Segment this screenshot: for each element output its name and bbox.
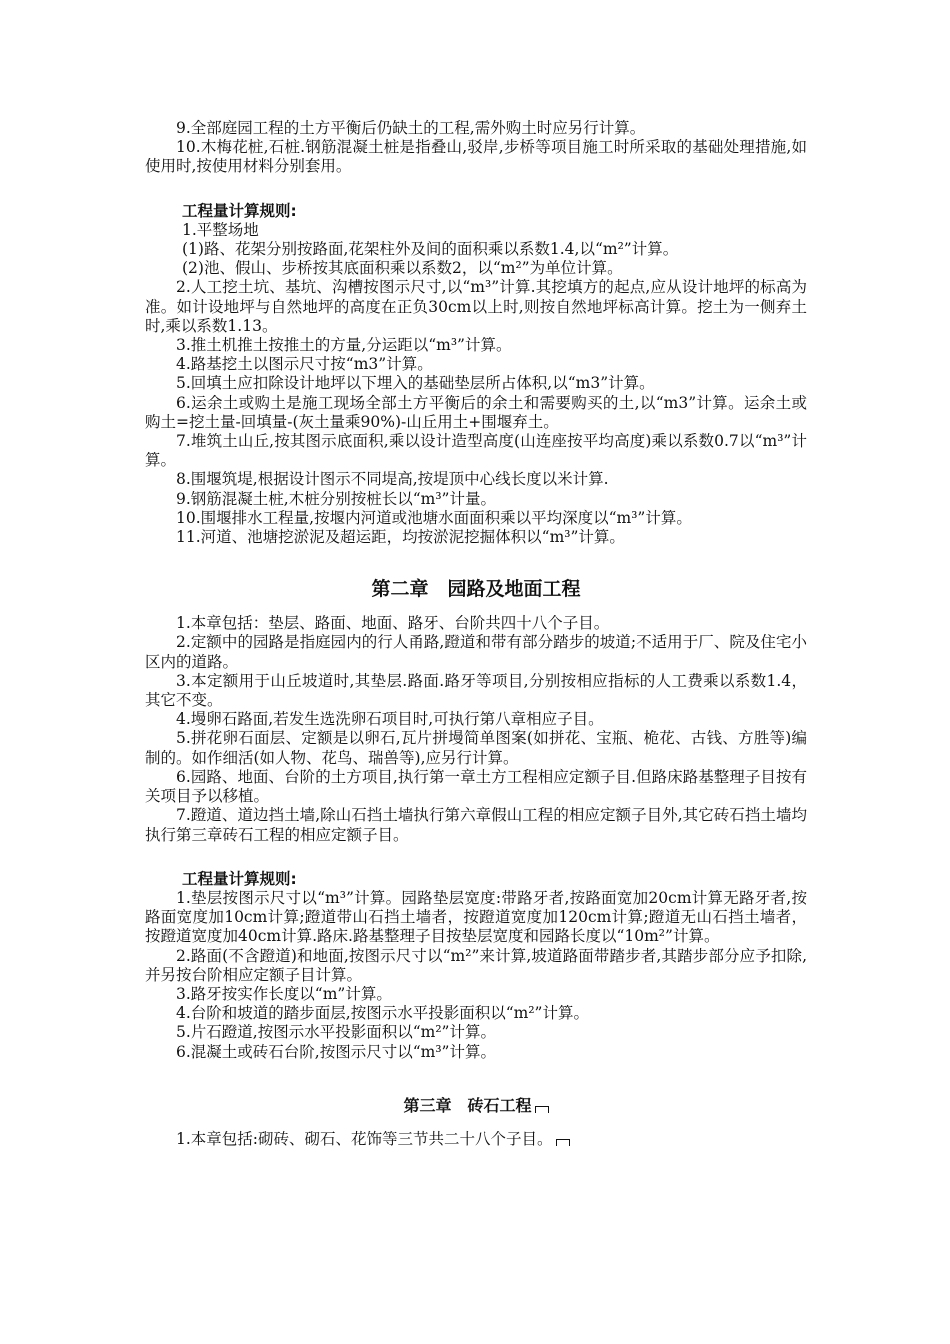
rule-item: 3.路牙按实作长度以“m”计算。 [176,984,392,1003]
return-mark-icon [535,1106,549,1113]
rules-heading-2: 工程量计算规则: [182,869,297,888]
paragraph: 10.木梅花桩,石桩.钢筋混凝土桩是指叠山,驳岸,步桥等项目施工时所采取的基础处理措施,如使用时,按使用材料分别套用。 [145,138,807,176]
chapter-item: 3.本定额用于山丘坡道时,其垫层.路面.路牙等项目,分别按相应指标的人工费乘以系数1.4，其它不变。 [145,671,807,710]
rule-item: 4.路基挖土以图示尺寸按“m3”计算。 [176,355,433,374]
rule-item: 9.钢筋混凝土桩,木桩分别按桩长以“m³”计量。 [176,489,496,508]
rule-item: 1.垫层按图示尺寸以“m³”计算。园路垫层宽度:带路牙者,按路面宽加20cm计算无路牙者,按路面宽度加10cm计算;蹬道带山石挡土墙者，按蹬道宽度加120cm计算;蹬道无山石挡土墙者，按蹬道宽度加40cm计算.路床.路基整理子目按垫层宽度和园路长度以“10m²”计算。 [145,888,807,946]
rule-item: 6.运余土或购土是施工现场全部土方平衡后的余土和需要购买的土,以“m3”计算。运余土或购土=挖土量-回填量-(灰土量乘90%)-山丘用土+围堰弃土。 [145,393,807,431]
rule-item: 6.混凝土或砖石台阶,按图示尺寸以“m³”计算。 [176,1042,496,1061]
chapter-item: 4.墁卵石路面,若发生选洗卵石项目时,可执行第八章相应子目。 [176,710,604,729]
paragraph: 9.全部庭园工程的土方平衡后仍缺土的工程,需外购土时应另行计算。 [176,119,646,137]
return-mark-icon [556,1139,570,1146]
rules-heading-1: 工程量计算规则: [182,201,297,220]
rule-item: (1)路、花架分别按路面,花架柱外及间的面积乘以系数1.4,以“m²”计算。 [182,240,679,259]
rule-item: 11.河道、池塘挖淤泥及超运距，均按淤泥挖掘体积以“m³”计算。 [176,528,625,547]
rule-item: 2.人工挖土坑、基坑、沟槽按图示尺寸,以“m³”计算.其挖填方的起点,应从设计地坪的标高为准。如计设地坪与自然地坪的高度在正负30cm以上时,则按自然地坪标高计算。挖土为一侧弃土时,乘以系数1.13。 [145,278,807,335]
rule-item: (2)池、假山、步桥按其底面积乘以系数2，以“m²”为单位计算。 [182,259,623,278]
chapter-item: 1.本章包括：垫层、路面、地面、路牙、台阶共四十八个子目。 [176,614,610,633]
rule-item: 8.围堰筑堤,根据设计图示不同堤高,按堤顶中心线长度以米计算. [176,470,609,489]
chapter-item: 5.拼花卵石面层、定额是以卵石,瓦片拼墁简单图案(如拼花、宝瓶、桅花、古钱、方胜等)编制的。如作细活(如人物、花鸟、瑞兽等),应另行计算。 [145,729,807,767]
chapter-item [145,1130,807,1149]
rule-item: 2.路面(不含蹬道)和地面,按图示尺寸以“m²”来计算,坡道路面带踏步者,其踏步部分应予扣除,并另按台阶相应定额子目计算。 [145,946,807,984]
rule-item: 5.回填土应扣除设计地坪以下埋入的基础垫层所占体积,以“m3”计算。 [176,374,655,393]
chapter-3-title-text: 第三章 砖石工程 [403,1095,532,1115]
document-body [145,119,807,1149]
chapter-2-title: 第二章 园路及地面工程 [371,578,581,601]
chapter-item: 7.蹬道、道边挡土墙,除山石挡土墙执行第六章假山工程的相应定额子目外,其它砖石挡土墙均执行第三章砖石工程的相应定额子目。 [145,806,807,844]
chapter-item: 6.园路、地面、台阶的土方项目,执行第一章土方工程相应定额子目.但路床路基整理子目按有关项目予以移植。 [145,767,807,806]
chapter-3-title [145,1096,807,1116]
rule-item: 5.片石蹬道,按图示水平投影面积以“m²”计算。 [176,1023,496,1042]
chapter-item: 2.定额中的园路是指庭园内的行人甬路,蹬道和带有部分踏步的坡道;不适用于厂、院及住宅小区内的道路。 [145,633,807,671]
rule-item: 3.推土机推土按推土的方量,分运距以“m³”计算。 [176,336,512,355]
rule-item: 1.平整场地 [182,220,259,239]
rule-item: 4.台阶和坡道的踏步面层,按图示水平投影面积以“m²”计算。 [176,1004,589,1023]
rule-item: 10.围堰排水工程量,按堰内河道或池塘水面面积乘以平均深度以“m³”计算。 [176,508,692,527]
chapter-3-item-text: 1.本章包括:砌砖、砌石、花饰等三节共二十八个子目。 [176,1129,553,1148]
rule-item: 7.堆筑土山丘,按其图示底面积,乘以设计造型高度(山连座按平均高度)乘以系数0.7以“m³”计算。 [145,432,807,470]
